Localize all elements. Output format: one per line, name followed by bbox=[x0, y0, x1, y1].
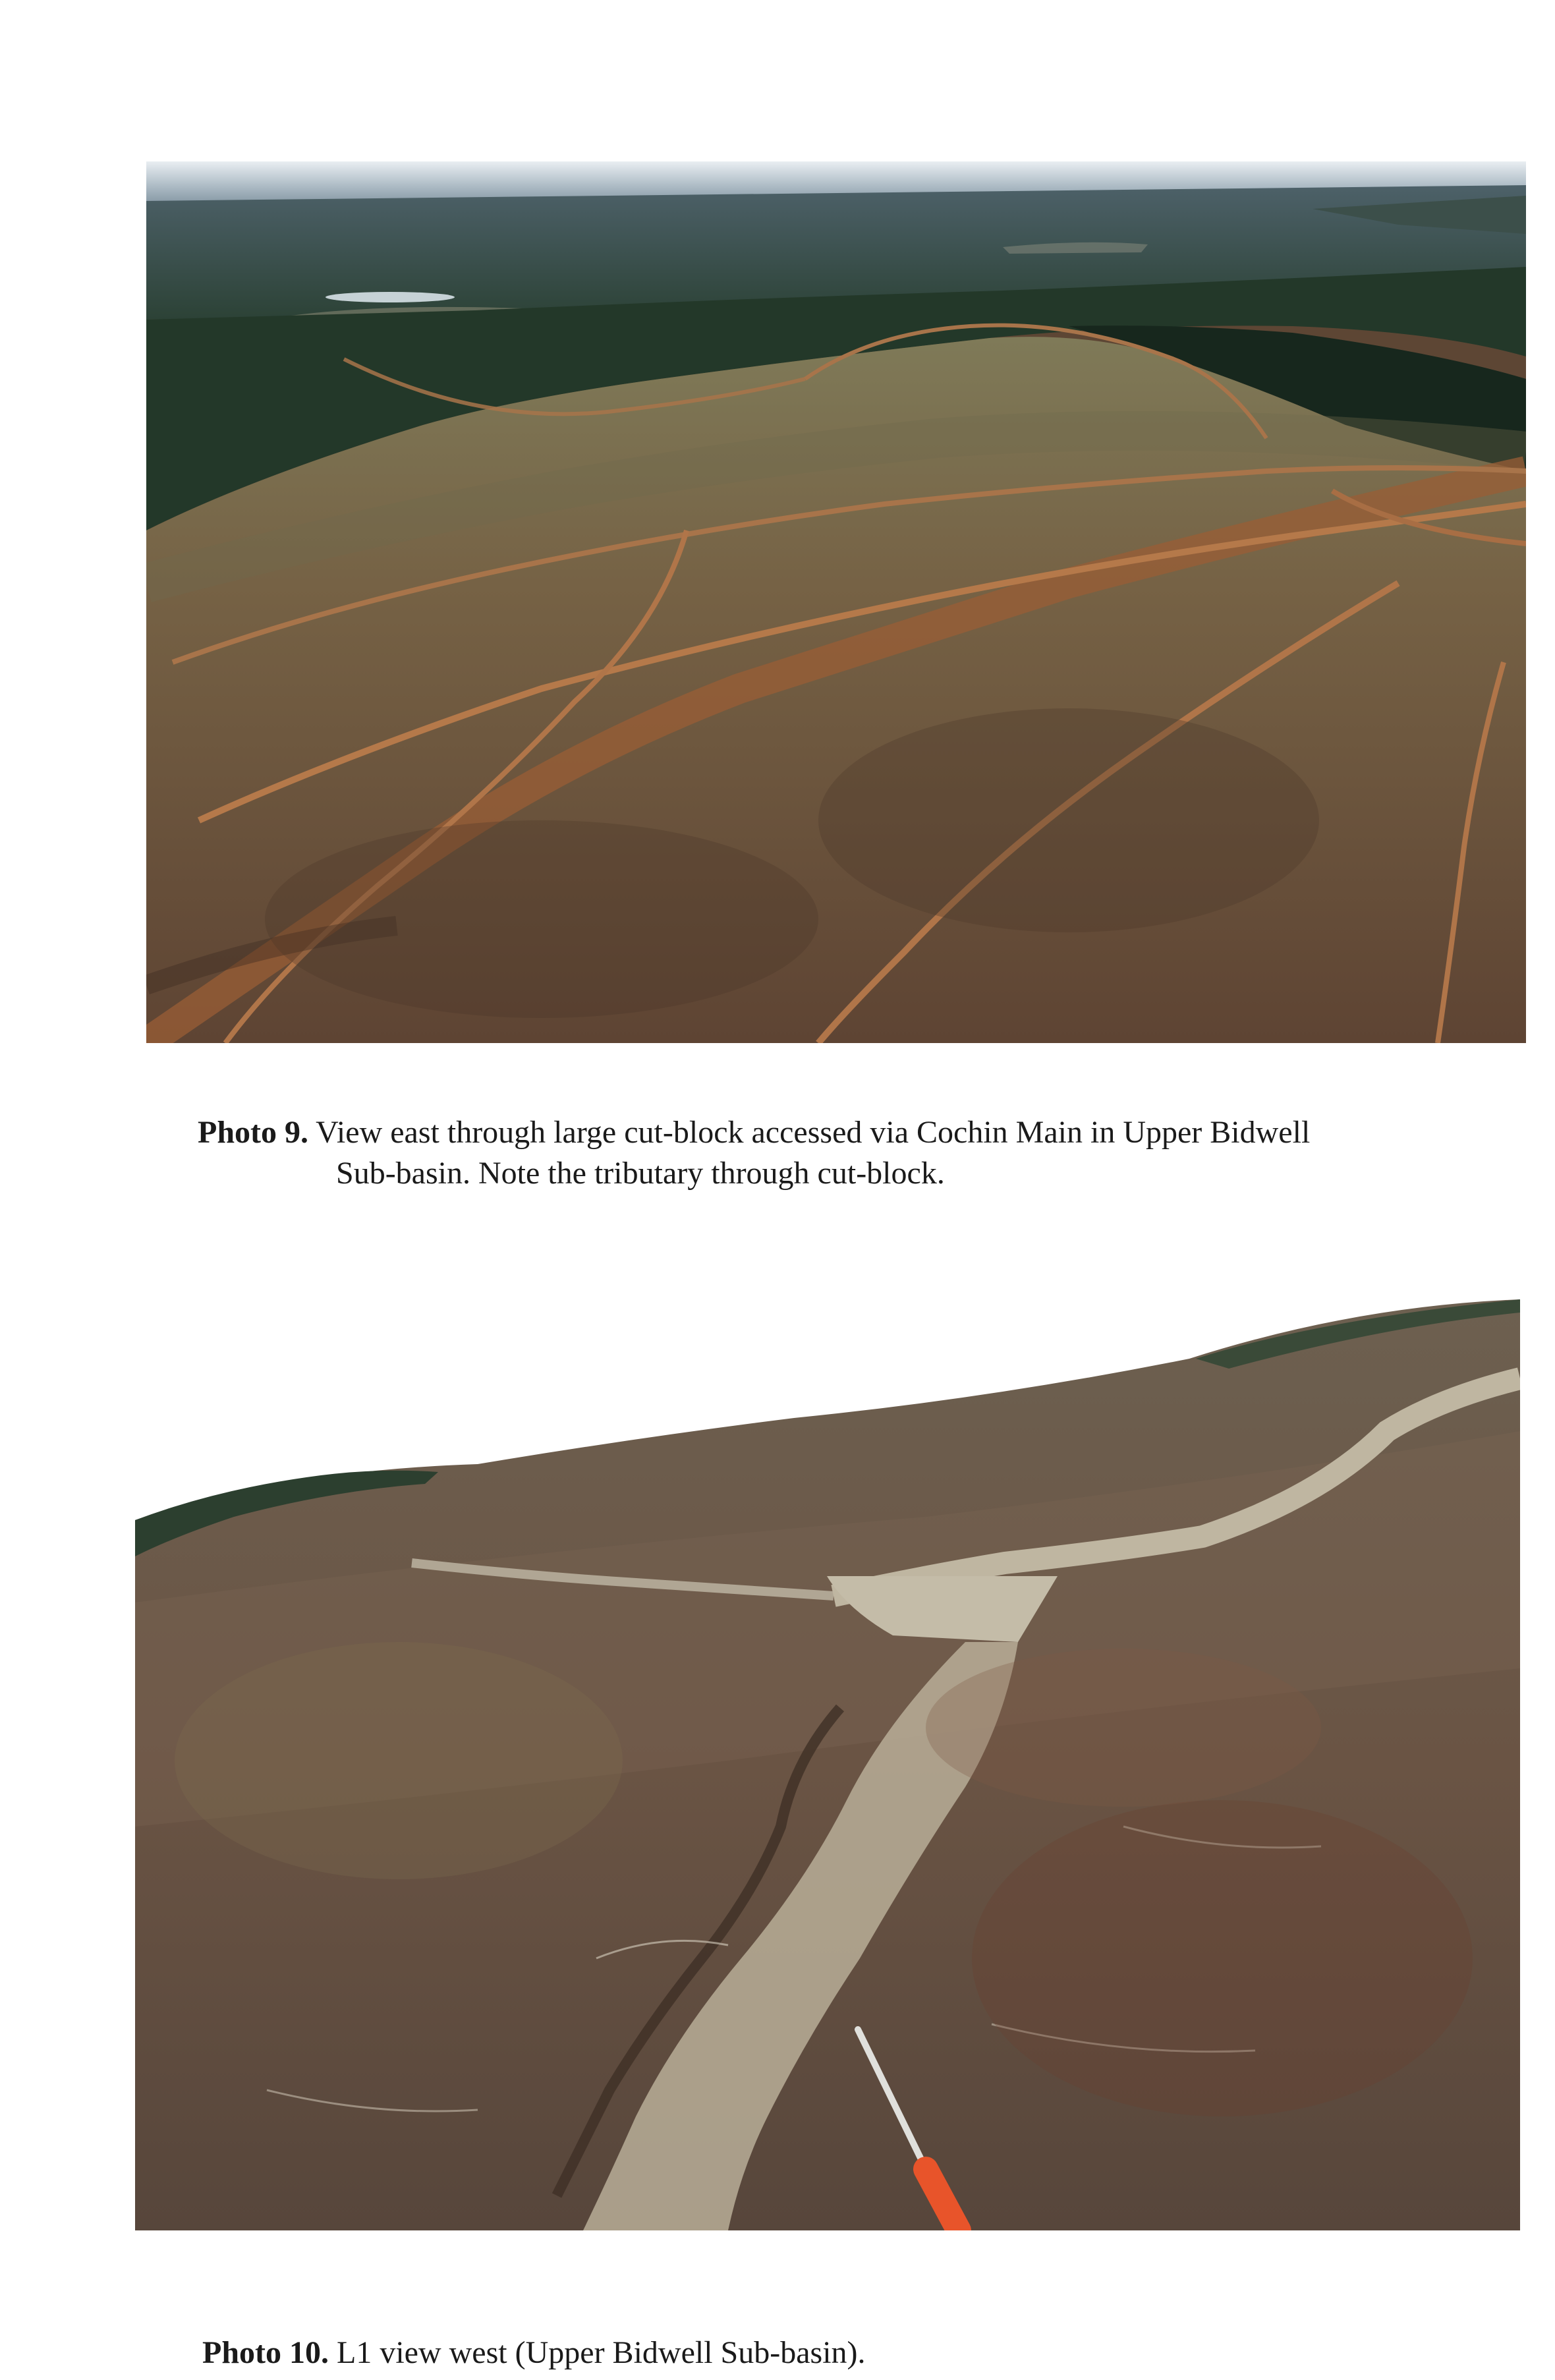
photo-9-image bbox=[146, 161, 1526, 1043]
photo-9-aerial-cutblock bbox=[146, 161, 1526, 1043]
photo-9-caption bbox=[198, 1112, 1310, 1194]
photo-10-caption bbox=[202, 2333, 866, 2373]
photo-9-caption-line1: View east through large cut-block accessed via Cochin Main in Upper Bidwell bbox=[316, 1115, 1311, 1150]
photo-10-image bbox=[135, 1299, 1520, 2230]
photo-10-caption-line1: L1 view west (Upper Bidwell Sub-basin). bbox=[337, 2335, 866, 2370]
photo-9-label: Photo 9. bbox=[198, 1115, 308, 1150]
photo-9-caption-line2: Sub-basin. Note the tributary through cut-block. bbox=[336, 1156, 945, 1191]
photo-10-label: Photo 10. bbox=[202, 2335, 329, 2370]
photo-10-hillside-cutblock bbox=[135, 1299, 1520, 2230]
